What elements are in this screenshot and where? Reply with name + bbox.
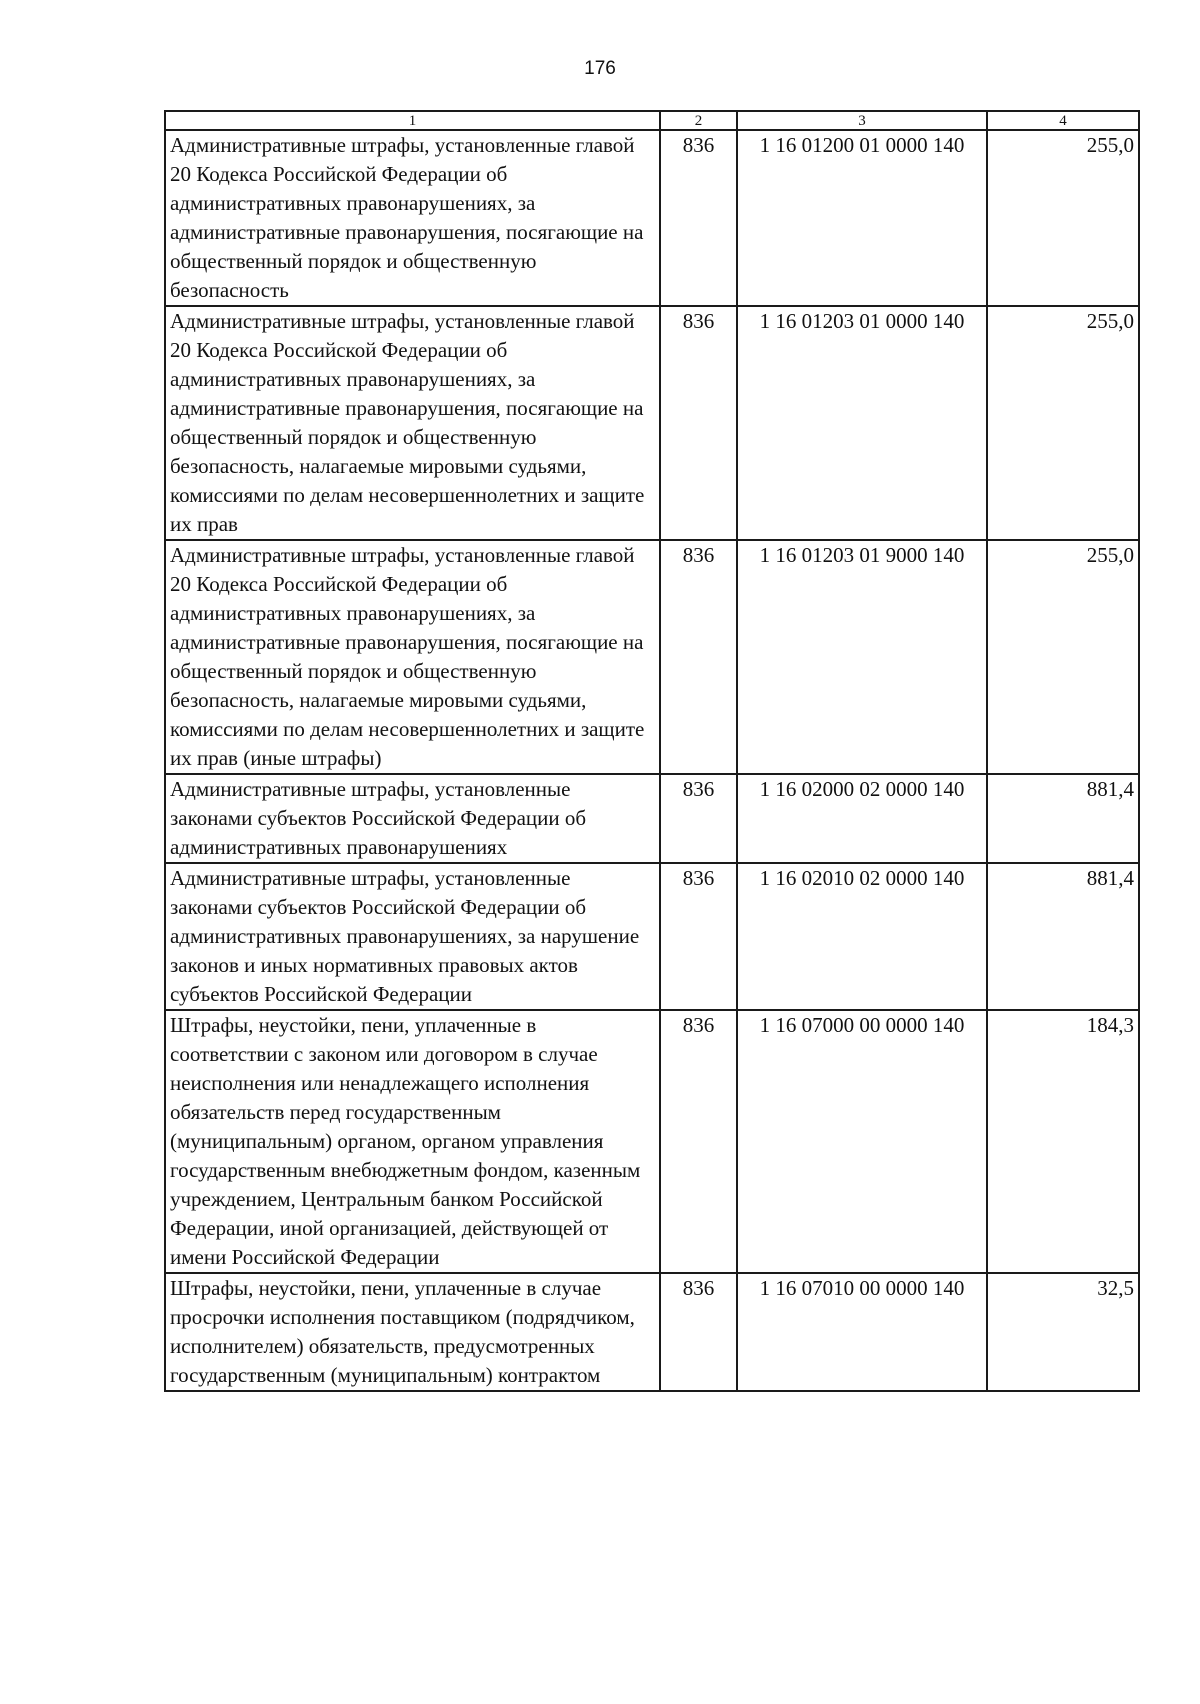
column-header-2: 2 (660, 111, 737, 130)
row-description: Штрафы, неустойки, пени, уплаченные в соответствии с законом или договором в случае неисполнения или ненадлежащего исполнения обязательств перед государственным (муниципальным) органом, органом управления государственным внебюджетным фондом, казенным учреждением, Центральным банком Российской Федерации, иной организацией, действующей от имени Российской Федерации (165, 1010, 660, 1273)
column-header-1: 1 (165, 111, 660, 130)
row-kbk-code: 1 16 01203 01 0000 140 (737, 306, 987, 540)
row-description: Административные штрафы, установленные главой 20 Кодекса Российской Федерации об административных правонарушениях, за административные правонарушения, посягающие на общественный порядок и общественную безопасность, налагаемые мировыми судьями, комиссиями по делам несовершеннолетних и защите их прав (иные штрафы) (165, 540, 660, 774)
row-admin-code: 836 (660, 306, 737, 540)
table-row (165, 1273, 1139, 1391)
row-kbk-code: 1 16 01203 01 9000 140 (737, 540, 987, 774)
row-kbk-code: 1 16 07000 00 0000 140 (737, 1010, 987, 1273)
table-row (165, 774, 1139, 863)
row-amount: 881,4 (987, 774, 1139, 863)
row-amount: 255,0 (987, 306, 1139, 540)
table-row (165, 1010, 1139, 1273)
table-row (165, 306, 1139, 540)
row-admin-code: 836 (660, 540, 737, 774)
revenue-table (164, 110, 1140, 1392)
row-admin-code: 836 (660, 130, 737, 306)
row-amount: 881,4 (987, 863, 1139, 1010)
row-admin-code: 836 (660, 1010, 737, 1273)
row-description: Административные штрафы, установленные законами субъектов Российской Федерации об административных правонарушениях (165, 774, 660, 863)
row-kbk-code: 1 16 01200 01 0000 140 (737, 130, 987, 306)
table-row (165, 130, 1139, 306)
row-kbk-code: 1 16 02010 02 0000 140 (737, 863, 987, 1010)
row-description: Административные штрафы, установленные законами субъектов Российской Федерации об административных правонарушениях, за нарушение законов и иных нормативных правовых актов субъектов Российской Федерации (165, 863, 660, 1010)
row-description: Административные штрафы, установленные главой 20 Кодекса Российской Федерации об административных правонарушениях, за административные правонарушения, посягающие на общественный порядок и общественную безопасность, налагаемые мировыми судьями, комиссиями по делам несовершеннолетних и защите их прав (165, 306, 660, 540)
row-amount: 255,0 (987, 130, 1139, 306)
row-description: Административные штрафы, установленные главой 20 Кодекса Российской Федерации об административных правонарушениях, за административные правонарушения, посягающие на общественный порядок и общественную безопасность (165, 130, 660, 306)
page-number: 176 (584, 58, 616, 79)
row-description: Штрафы, неустойки, пени, уплаченные в случае просрочки исполнения поставщиком (подрядчиком, исполнителем) обязательств, предусмотренных государственным (муниципальным) контрактом (165, 1273, 660, 1391)
row-admin-code: 836 (660, 1273, 737, 1391)
table-row (165, 863, 1139, 1010)
row-kbk-code: 1 16 07010 00 0000 140 (737, 1273, 987, 1391)
row-amount: 32,5 (987, 1273, 1139, 1391)
row-amount: 184,3 (987, 1010, 1139, 1273)
row-kbk-code: 1 16 02000 02 0000 140 (737, 774, 987, 863)
table-row (165, 540, 1139, 774)
column-header-4: 4 (987, 111, 1139, 130)
row-amount: 255,0 (987, 540, 1139, 774)
row-admin-code: 836 (660, 774, 737, 863)
column-number-row (165, 111, 1139, 130)
column-header-3: 3 (737, 111, 987, 130)
row-admin-code: 836 (660, 863, 737, 1010)
